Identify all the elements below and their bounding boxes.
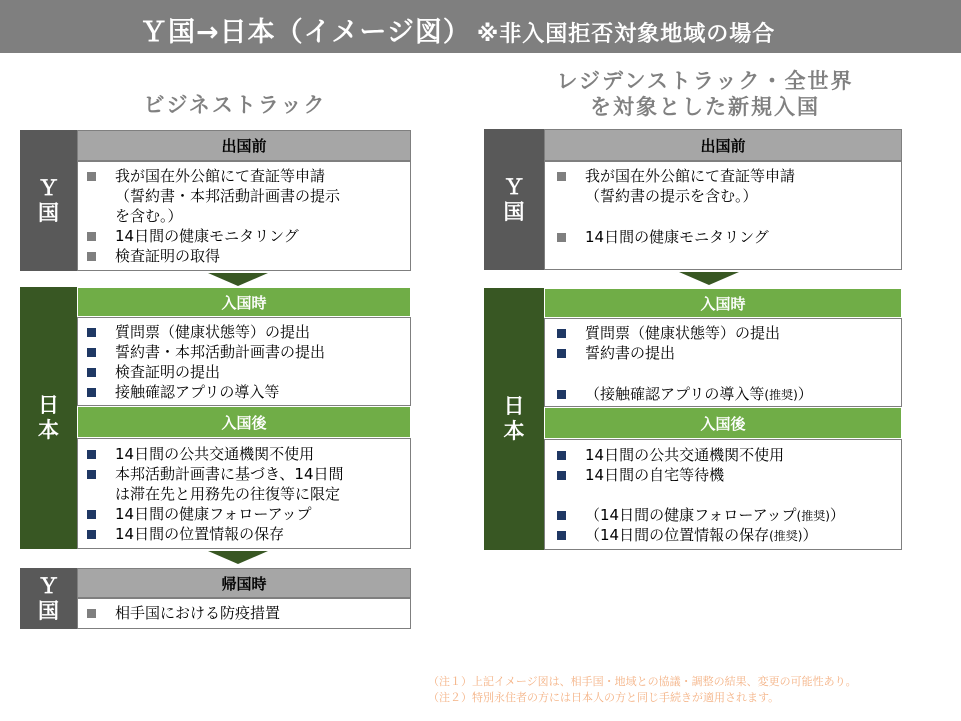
left-y-country-label <box>20 130 77 271</box>
left-before-item-3: 検査証明の取得 <box>115 247 221 265</box>
left-after-item-2-cont: は滞在先と用務先の往復等に限定 <box>115 485 341 503</box>
left-return-item-1: 相手国における防疫措置 <box>115 604 281 622</box>
right-y-label-line2: 国 <box>503 199 525 224</box>
left-entry-box <box>77 317 411 406</box>
left-y-return-line1: Ｙ <box>38 573 59 598</box>
left-before-item-1: 我が国在外公館にて査証等申請 <box>115 167 326 185</box>
right-heading-line2: を対象とした新規入国 <box>590 95 820 119</box>
right-entry-item-2: 誓約書の提出 <box>585 344 676 362</box>
left-before-header: 出国前 <box>77 130 411 161</box>
right-entry-header: 入国時 <box>544 288 902 318</box>
right-entry-item-3-text: （接触確認アプリの導入等 <box>585 385 765 403</box>
left-japan-label <box>20 287 77 549</box>
left-y-return-line2: 国 <box>38 598 59 623</box>
left-after-box <box>77 438 411 549</box>
bullet-square-icon <box>87 328 96 337</box>
title-main: Ｙ国→日本（イメージ図） <box>140 17 471 48</box>
left-after-item-2: 本邦活動計画書に基づき、14日間 <box>115 465 344 483</box>
left-entry-item-1: 質問票（健康状態等）の提出 <box>115 323 311 341</box>
right-before-box <box>544 161 902 270</box>
down-arrow-icon <box>208 273 268 286</box>
left-return-header: 帰国時 <box>77 568 411 598</box>
bullet-square-icon <box>87 232 96 241</box>
right-japan-label-line1: 日 <box>503 394 525 418</box>
left-y-return-label <box>20 568 77 629</box>
right-japan-label <box>484 288 544 550</box>
bullet-square-icon <box>87 510 96 519</box>
right-heading-line1: レジデンストラック・全世界 <box>556 69 854 93</box>
left-entry-item-2: 誓約書・本邦活動計画書の提出 <box>115 343 326 361</box>
left-after-header: 入国後 <box>77 406 411 438</box>
right-after-item-2: 14日間の自宅等待機 <box>585 466 725 484</box>
right-before-item-1: 我が国在外公館にて査証等申請 <box>585 167 796 185</box>
right-y-label-line1: Ｙ <box>503 174 525 199</box>
bullet-square-icon <box>87 388 96 397</box>
bullet-square-icon <box>557 172 566 181</box>
title-bar <box>0 0 961 53</box>
left-entry-item-4: 接触確認アプリの導入等 <box>115 383 280 401</box>
bullet-square-icon <box>557 471 566 480</box>
footnote-1: （注１）上記イメージ図は、相手国・地域との協議・調整の結果、変更の可能性あり。 <box>428 675 857 688</box>
right-after-item-3 <box>585 505 845 526</box>
right-entry-item-3 <box>585 384 813 405</box>
left-after-item-1: 14日間の公共交通機関不使用 <box>115 445 315 463</box>
bullet-square-icon <box>557 511 566 520</box>
down-arrow-icon <box>208 551 268 564</box>
right-after-box <box>544 439 902 550</box>
right-entry-box <box>544 318 902 407</box>
right-after-item-1: 14日間の公共交通機関不使用 <box>585 446 785 464</box>
bullet-square-icon <box>557 349 566 358</box>
recommended-note: (推奨) <box>764 388 798 402</box>
right-before-item-1-cont: （誓約書の提示を含む。） <box>585 187 758 205</box>
left-before-item-1-cont2: を含む。） <box>115 207 183 225</box>
right-before-item-2: 14日間の健康モニタリング <box>585 228 769 246</box>
bullet-square-icon <box>87 368 96 377</box>
left-return-box <box>77 598 411 629</box>
right-column-heading <box>520 68 890 120</box>
page-title <box>140 10 775 49</box>
bullet-square-icon <box>87 252 96 261</box>
right-after-item-4-text: （14日間の位置情報の保存 <box>585 526 770 544</box>
left-japan-label-line1: 日 <box>38 393 59 417</box>
left-after-item-4: 14日間の位置情報の保存 <box>115 525 285 543</box>
right-japan-label-line2: 本 <box>503 419 525 443</box>
down-arrow-icon <box>679 272 739 285</box>
bullet-square-icon <box>87 530 96 539</box>
closing-paren: ） <box>797 385 813 403</box>
left-japan-label-line2: 本 <box>38 418 59 442</box>
bullet-square-icon <box>557 390 566 399</box>
footnote-2: （注２）特別永住者の方には日本人の方と同じ手続きが適用されます。 <box>428 691 780 704</box>
right-before-header: 出国前 <box>544 129 902 161</box>
footnotes <box>428 674 857 706</box>
right-after-item-3-text: （14日間の健康フォローアップ <box>585 506 797 524</box>
bullet-square-icon <box>557 233 566 242</box>
left-before-item-2: 14日間の健康モニタリング <box>115 227 299 245</box>
left-y-label-line1: Ｙ <box>38 175 59 200</box>
left-after-item-3: 14日間の健康フォローアップ <box>115 505 312 523</box>
right-after-header: 入国後 <box>544 407 902 439</box>
left-y-label-line2: 国 <box>38 200 59 225</box>
left-entry-header: 入国時 <box>77 287 411 317</box>
bullet-square-icon <box>87 348 96 357</box>
left-column-heading: ビジネストラック <box>143 93 327 117</box>
right-y-country-label <box>484 129 544 270</box>
recommended-note: (推奨) <box>769 529 803 543</box>
left-entry-item-3: 検査証明の提出 <box>115 363 221 381</box>
closing-paren: ） <box>802 526 818 544</box>
right-entry-item-1: 質問票（健康状態等）の提出 <box>585 324 781 342</box>
bullet-square-icon <box>87 172 96 181</box>
bullet-square-icon <box>557 451 566 460</box>
bullet-square-icon <box>557 531 566 540</box>
title-sub: ※非入国拒否対象地域の場合 <box>476 22 776 47</box>
closing-paren: ） <box>829 506 845 524</box>
bullet-square-icon <box>87 470 96 479</box>
recommended-note: (推奨) <box>796 509 830 523</box>
bullet-square-icon <box>557 329 566 338</box>
bullet-square-icon <box>87 450 96 459</box>
bullet-square-icon <box>87 609 96 618</box>
left-before-item-1-cont: （誓約書・本邦活動計画書の提示 <box>115 187 341 205</box>
right-after-item-4 <box>585 525 817 546</box>
left-before-box <box>77 161 411 271</box>
